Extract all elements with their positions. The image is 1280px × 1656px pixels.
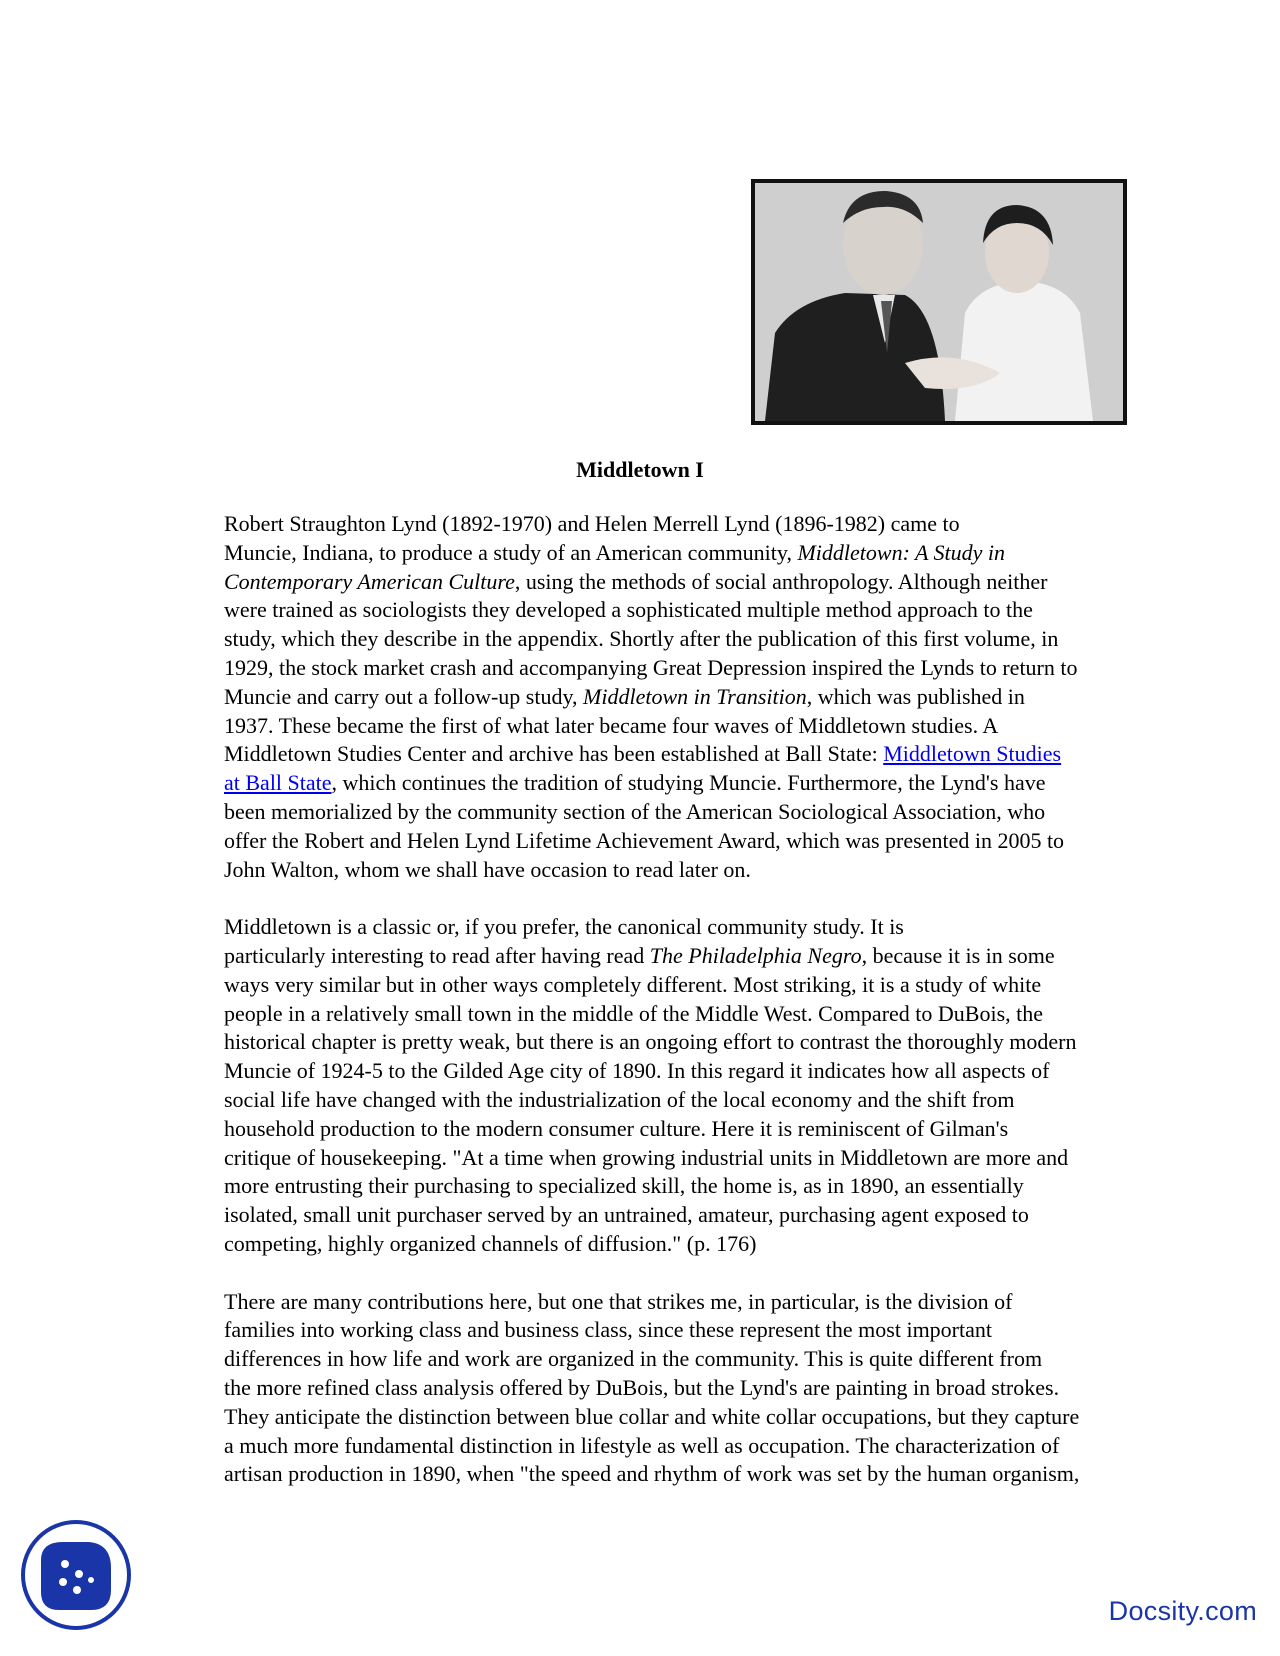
- text-line: the more refined class analysis offered by DuBois, but the Lynd's are painting in broad strokes.: [224, 1374, 1060, 1400]
- text-line: critique of housekeeping. "At a time when growing industrial units in Middletown are more and: [224, 1144, 1069, 1170]
- text-line: social life have changed with the industrialization of the local economy and the shift from: [224, 1086, 1015, 1112]
- text-line: There are many contributions here, but one that strikes me, in particular, is the division of: [224, 1288, 1013, 1314]
- text-line: household production to the modern consumer culture. Here it is reminiscent of Gilman's: [224, 1115, 1009, 1141]
- text-line: offer the Robert and Helen Lynd Lifetime Achievement Award, which was presented in 2005 to: [224, 827, 1065, 853]
- text-line: competing, highly organized channels of diffusion." (p. 176): [224, 1230, 757, 1256]
- text-line: ways very similar but in other ways completely different. Most striking, it is a study of white: [224, 971, 1042, 997]
- portrait-photo: [751, 179, 1127, 425]
- text-line: families into working class and business class, since these represent the most important: [224, 1317, 993, 1343]
- text-line: Robert Straughton Lynd (1892-1970) and Helen Merrell Lynd (1896-1982) came to: [224, 511, 960, 536]
- paragraph-contributions: [151, 1288, 1141, 1490]
- text-line: artisan production in 1890, when "the speed and rhythm of work was set by the human organism,: [224, 1461, 1080, 1487]
- docsity-brand-link[interactable]: Docsity.com: [1108, 1596, 1257, 1626]
- book-title-transition: Middletown in Transition: [583, 683, 807, 709]
- page-title: Middletown I: [576, 457, 704, 482]
- text-line: Contemporary American Culture, using the methods of social anthropology. Although neither: [224, 568, 1048, 594]
- text-line: Muncie and carry out a follow-up study, Middletown in Transition, which was published in: [224, 683, 1025, 709]
- text-line: 1929, the stock market crash and accompanying Great Depression inspired the Lynds to return to: [224, 654, 1078, 680]
- text-line: been memorialized by the community section of the American Sociological Association, who: [224, 798, 1046, 824]
- document-body: [151, 510, 1141, 1518]
- text-line: differences in how life and work are organized in the community. This is quite different from: [224, 1346, 1043, 1372]
- text-line: They anticipate the distinction between blue collar and white collar occupations, but they capture: [224, 1403, 1080, 1429]
- text-line: Muncie, Indiana, to produce a study of an American community, Middletown: A Study in: [224, 539, 1006, 565]
- text-line: particularly interesting to read after having read The Philadelphia Negro, because it is in some: [224, 942, 1055, 968]
- text-line: study, which they describe in the appendix. Shortly after the publication of this first volume, in: [224, 626, 1059, 652]
- docsity-logo-icon: [19, 1518, 133, 1632]
- text-line: were trained as sociologists they developed a sophisticated multiple method approach to the: [224, 597, 1033, 623]
- text-line: Middletown is a classic or, if you prefer, the canonical community study. It is: [224, 914, 904, 940]
- middletown-studies-link[interactable]: Middletown Studies: [883, 741, 1062, 767]
- portrait-illustration: [755, 183, 1123, 421]
- paragraph-intro: [151, 510, 1141, 884]
- book-title-middletown: Middletown: A Study in: [797, 539, 1006, 565]
- text-line: people in a relatively small town in the middle of the Middle West. Compared to DuBois, the: [224, 1000, 1044, 1026]
- paragraph-classic-study: [151, 913, 1141, 1259]
- book-title-middletown-cont: Contemporary American Culture: [224, 568, 515, 594]
- text-line: isolated, small unit purchaser served by an untrained, amateur, purchasing agent exposed to: [224, 1202, 1029, 1228]
- text-line: John Walton, whom we shall have occasion to read later on.: [224, 856, 751, 882]
- text-line: historical chapter is pretty weak, but there is an ongoing effort to contrast the thoroughly modern: [224, 1029, 1077, 1055]
- text-line: Middletown Studies Center and archive has been established at Ball State: Middletown Studies: [224, 741, 1062, 767]
- middletown-studies-link-cont[interactable]: at Ball State: [224, 770, 332, 796]
- text-line: a much more fundamental distinction in lifestyle as well as occupation. The characterization of: [224, 1432, 1060, 1458]
- text-line: more entrusting their purchasing to specialized skill, the home is, as in 1890, an essentially: [224, 1173, 1024, 1199]
- text-line: Muncie of 1924-5 to the Gilded Age city of 1890. In this regard it indicates how all aspects of: [224, 1058, 1050, 1084]
- text-line: 1937. These became the first of what later became four waves of Middletown studies. A: [224, 712, 999, 738]
- text-line: at Ball State, which continues the tradition of studying Muncie. Furthermore, the Lynd's have: [224, 770, 1046, 796]
- book-title-philadelphia: The Philadelphia Negro: [649, 942, 862, 968]
